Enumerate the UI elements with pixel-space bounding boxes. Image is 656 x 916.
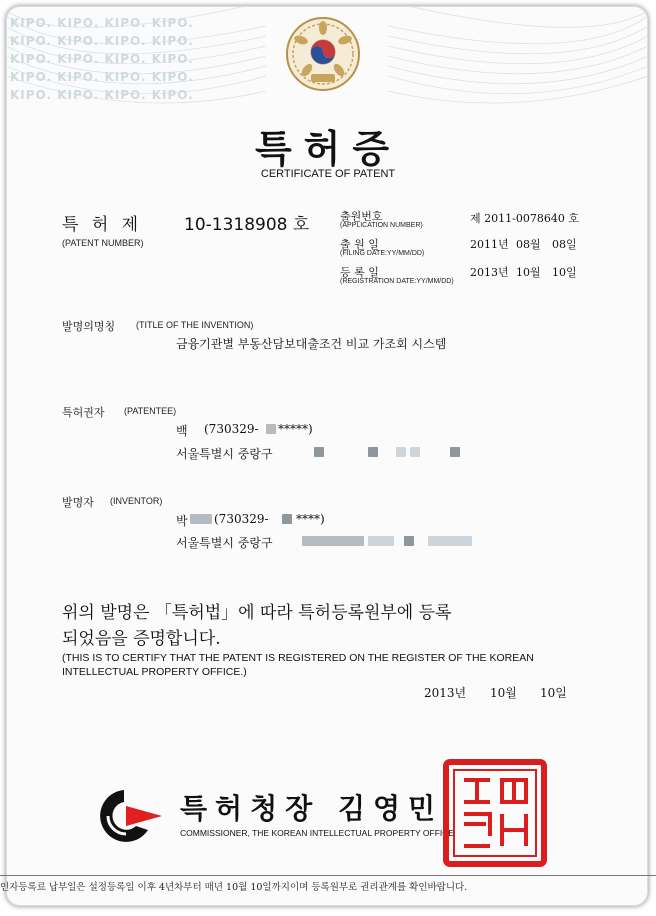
inventor-label: 발명자	[62, 496, 94, 509]
filing-date-label-en: (FILING DATE:YY/MM/DD)	[340, 250, 425, 257]
application-number-label-en: (APPLICATION NUMBER)	[340, 222, 423, 229]
redacted-block	[314, 447, 324, 457]
certificate-title: 특허증	[254, 127, 402, 171]
watermark-line: KIPO. KIPO. KIPO. KIPO.	[10, 34, 194, 48]
certification-line-1: 위의 발명은 「특허법」에 따라 특허등록원부에 등록	[62, 603, 452, 623]
filing-date-label: 출 원 일	[340, 238, 379, 251]
application-number-value: 제 2011-0078640 호	[470, 212, 579, 225]
commissioner-title-en: COMMISSIONER, THE KOREAN INTELLECTUAL PROPERTY OFFICE	[180, 828, 455, 838]
patentee-address: 서울특별시 중랑구	[176, 447, 273, 461]
inventor-name: 박	[176, 514, 188, 528]
patentee-label: 특허권자	[62, 406, 105, 419]
registration-date-label-en: (REGISTRATION DATE:YY/MM/DD)	[340, 278, 454, 285]
commissioner-name: 특허청장 김영민	[180, 792, 444, 825]
issue-month: 10월	[490, 686, 517, 700]
redacted-block	[302, 536, 364, 546]
redacted-block	[396, 447, 406, 457]
patentee-name: 백	[176, 424, 188, 438]
application-number-label: 출원번호	[340, 210, 383, 223]
registration-month: 10월	[516, 266, 541, 279]
patentee-id: (730329-	[204, 422, 259, 436]
patent-number-label-en: (PATENT NUMBER)	[62, 238, 144, 248]
certification-en-line-1: (THIS IS TO CERTIFY THAT THE PATENT IS REGISTERED ON THE REGISTER OF THE KOREAN	[62, 652, 534, 664]
redacted-block	[368, 447, 378, 457]
patent-number-label: 특 허 제	[62, 215, 143, 235]
filing-day: 08일	[552, 238, 577, 251]
inventor-address: 서울특별시 중랑구	[176, 536, 273, 550]
invention-title-label-en: (TITLE OF THE INVENTION)	[136, 320, 254, 330]
watermark-line: KIPO. KIPO. KIPO. KIPO.	[10, 52, 194, 66]
filing-year: 2011년	[470, 238, 509, 251]
patentee-label-en: (PATENTEE)	[124, 406, 177, 416]
redacted-block	[368, 536, 394, 546]
redacted-block	[282, 514, 292, 524]
watermark-line: KIPO. KIPO. KIPO. KIPO.	[10, 70, 194, 84]
redacted-block	[410, 447, 420, 457]
filing-month: 08월	[516, 238, 541, 251]
inventor-id-mask: ****)	[296, 512, 325, 526]
registration-day: 10일	[552, 266, 577, 279]
patent-number-value: 10-1318908 호	[184, 215, 310, 235]
redacted-block	[404, 536, 414, 546]
certification-line-2: 되었음을 증명합니다.	[62, 629, 221, 649]
guilloche-right-pattern	[388, 6, 648, 126]
kipo-logo-icon	[86, 786, 166, 846]
issue-day: 10일	[540, 686, 567, 700]
registration-date-label: 등 록 일	[340, 266, 379, 279]
redacted-block	[450, 447, 460, 457]
national-emblem-icon	[283, 14, 363, 94]
watermark-line: KIPO. KIPO. KIPO. KIPO.	[10, 88, 194, 102]
footer-divider	[0, 875, 656, 876]
registration-year: 2013년	[470, 266, 509, 279]
issue-year: 2013년	[424, 686, 467, 700]
invention-title-label: 발명의명칭	[62, 320, 116, 333]
patentee-id-mask: *****)	[278, 422, 313, 436]
certification-en-line-2: INTELLECTUAL PROPERTY OFFICE.)	[62, 666, 247, 678]
redacted-block	[190, 514, 212, 524]
watermark-line: KIPO. KIPO. KIPO. KIPO.	[10, 16, 194, 30]
official-seal-icon	[442, 758, 548, 868]
certificate-title-en: CERTIFICATE OF PATENT	[260, 168, 396, 180]
redacted-block	[428, 536, 472, 546]
invention-title: 금융기관별 부동산담보대출조건 비교 가조회 시스템	[176, 337, 447, 351]
inventor-label-en: (INVENTOR)	[110, 496, 163, 506]
footer-note: 인자등록료 납부일은 설정등록일 이후 4년차부터 매년 10월 10일까지이며 등록원부로 권리관계를 확인바랍니다.	[0, 882, 468, 893]
inventor-id: (730329-	[214, 512, 269, 526]
redacted-block	[266, 424, 276, 434]
